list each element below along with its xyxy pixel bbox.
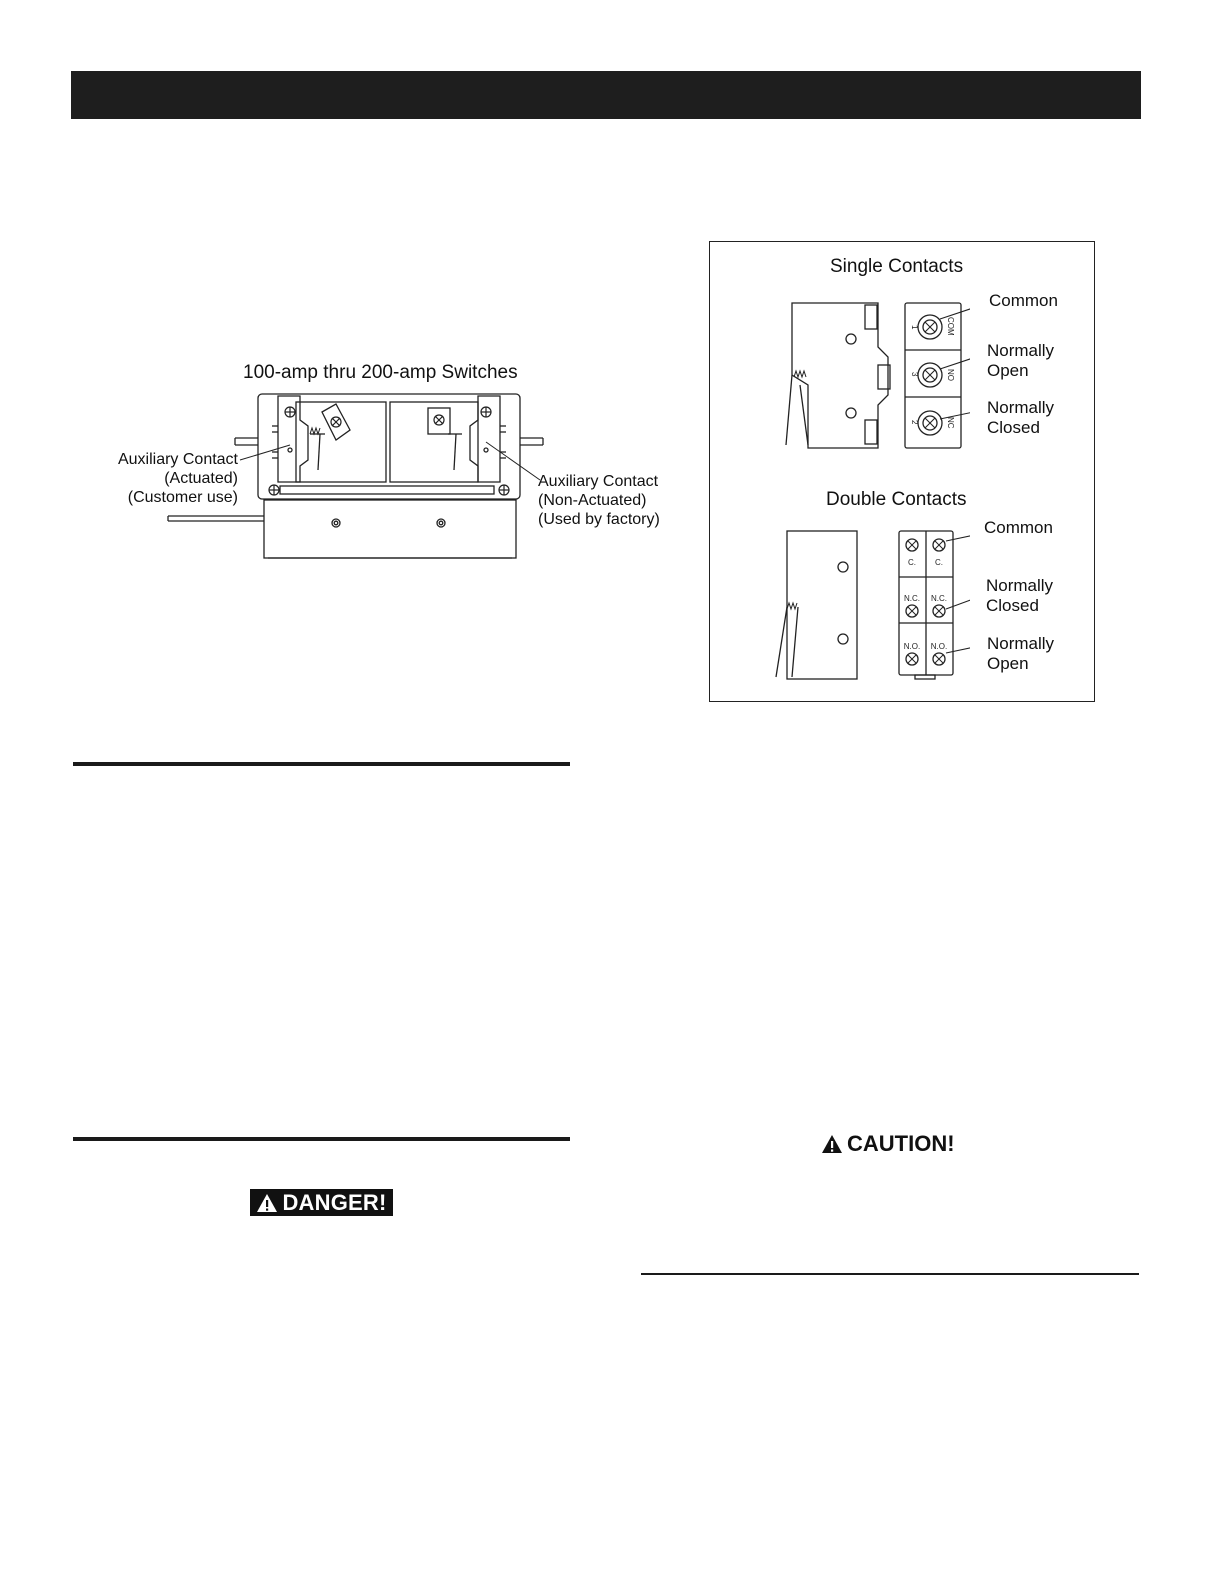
double-contacts-title: Double Contacts [826,489,967,510]
section-rule-1 [73,762,570,766]
left-label-line-1: Auxiliary Contact [117,451,238,468]
double-mark-no-left: N.O. [903,642,921,651]
terminal-mark-nc: NC [946,417,955,429]
double-mark-nc-left: N.C. [904,594,920,603]
left-aux-contact-label [60,450,238,507]
single-contacts-title: Single Contacts [830,256,964,277]
single-open-line-1: Normally [987,341,1055,360]
single-normally-closed-label [987,398,1054,438]
right-label-line-3: (Used by factory) [538,511,660,528]
terminal-mark-com: COM [946,317,955,336]
single-contacts-diagram [770,295,970,455]
single-open-line-2: Open [987,361,1029,380]
double-contacts-diagram [770,525,970,685]
double-normally-open-label [987,634,1054,674]
single-common-label: Common [989,291,1058,310]
terminal-mark-1: 1 [910,325,919,330]
danger-text: DANGER! [282,1189,387,1215]
terminal-mark-no: NO [946,369,955,381]
caution-text: CAUTION! [847,1131,955,1156]
double-closed-line-1: Normally [986,576,1054,595]
double-open-line-2: Open [987,654,1029,673]
header-bar [71,71,1141,119]
right-label-line-2: (Non-Actuated) [538,492,647,509]
left-label-line-3: (Customer use) [127,489,238,506]
warning-triangle-icon [256,1193,278,1213]
single-closed-line-1: Normally [987,398,1055,417]
terminal-mark-2: 2 [910,420,919,425]
double-mark-no-right: N.O. [930,642,948,651]
double-common-label: Common [984,518,1053,537]
double-mark-c-right: C. [935,558,943,567]
danger-badge [250,1189,393,1216]
section-rule-3 [641,1273,1139,1275]
right-aux-contact-label [538,472,660,529]
single-closed-line-2: Closed [987,418,1040,437]
double-mark-nc-right: N.C. [931,594,947,603]
left-label-line-2: (Actuated) [164,470,238,487]
double-mark-c-left: C. [908,558,916,567]
caution-heading [821,1131,955,1157]
double-normally-closed-label [986,576,1053,616]
warning-triangle-icon [821,1134,843,1154]
section-rule-2 [73,1137,570,1141]
terminal-mark-3: 3 [910,372,919,377]
figure-title-switches: 100-amp thru 200-amp Switches [243,362,518,383]
single-normally-open-label [987,341,1054,381]
right-label-line-1: Auxiliary Contact [538,473,659,490]
double-closed-line-2: Closed [986,596,1039,615]
double-open-line-1: Normally [987,634,1055,653]
